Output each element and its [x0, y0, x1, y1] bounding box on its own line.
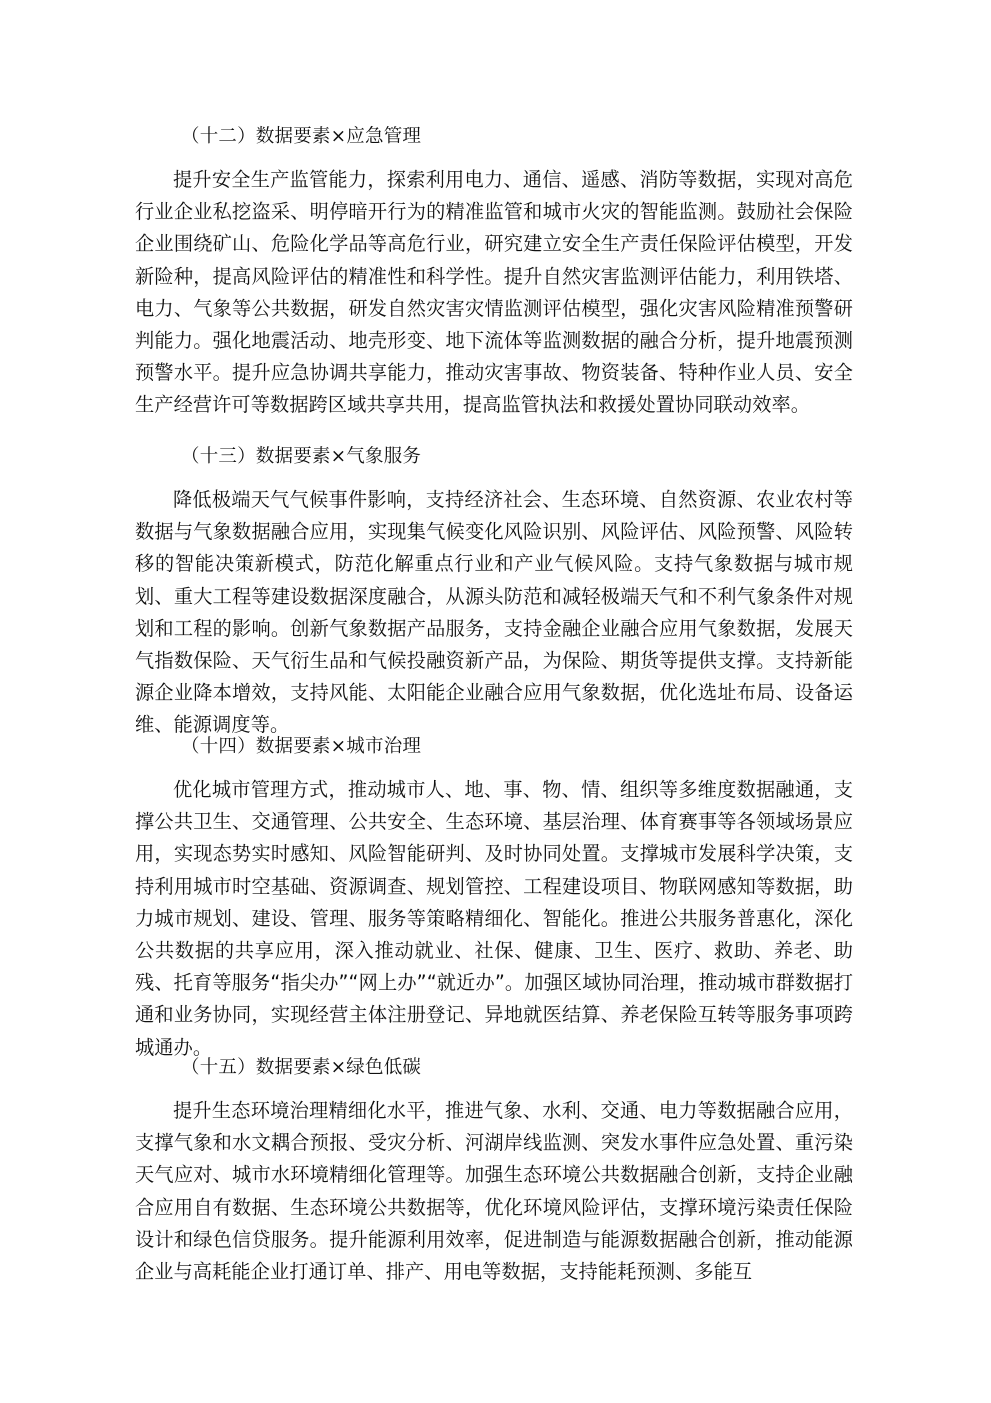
- section-heading-urban-governance: （十四）数据要素×城市治理: [181, 736, 422, 757]
- section-body-green-low-carbon: 提升生态环境治理精细化水平，推进气象、水利、交通、电力等数据融合应用，支撑气象和水文耦合预报、受灾分析、河湖岸线监测、突发水事件应急处置、重污染天气应对、城市水环境精细化管理等。加强生态环境公共数据融合创新，支持企业融合应用自有数据、生态环境公共数据等，优化环境风险评估，支撑环境污染责任保险设计和绿色信贷服务。提升能源利用效率，促进制造与能源数据融合创新，推动能源企业与高耗能企业打通订单、排产、用电等数据，支持能耗预测、多能互: [135, 1099, 853, 1284]
- section-heading-emergency-management: （十二）数据要素×应急管理: [181, 126, 422, 147]
- section-body-emergency-management: 提升安全生产监管能力，探索利用电力、通信、遥感、消防等数据，实现对高危行业企业私挖盗采、明停暗开行为的精准监管和城市火灾的智能监测。鼓励社会保险企业围绕矿山、危险化学品等高危行业，研究建立安全生产责任保险评估模型，开发新险种，提高风险评估的精准性和科学性。提升自然灾害监测评估能力，利用铁塔、电力、气象等公共数据，研发自然灾害灾情监测评估模型，强化灾害风险精准预警研判能力。强化地震活动、地壳形变、地下流体等监测数据的融合分析，提升地震预测预警水平。提升应急协调共享能力，推动灾害事故、物资装备、特种作业人员、安全生产经营许可等数据跨区域共享共用，提高监管执法和救援处置协同联动效率。: [135, 168, 853, 417]
- section-heading-meteorological-services: （十三）数据要素×气象服务: [181, 446, 422, 467]
- section-body-meteorological-services: 降低极端天气气候事件影响，支持经济社会、生态环境、自然资源、农业农村等数据与气象数据融合应用，实现集气候变化风险识别、风险评估、风险预警、风险转移的智能决策新模式，防范化解重点行业和产业气候风险。支持气象数据与城市规划、重大工程等建设数据深度融合，从源头防范和减轻极端天气和不利气象条件对规划和工程的影响。创新气象数据产品服务，支持金融企业融合应用气象数据，发展天气指数保险、天气衍生品和气候投融资新产品，为保险、期货等提供支撑。支持新能源企业降本增效，支持风能、太阳能企业融合应用气象数据，优化选址布局、设备运维、能源调度等。: [135, 488, 853, 737]
- section-body-urban-governance: 优化城市管理方式，推动城市人、地、事、物、情、组织等多维度数据融通，支撑公共卫生、交通管理、公共安全、生态环境、基层治理、体育赛事等各领域场景应用，实现态势实时感知、风险智能研判、及时协同处置。支撑城市发展科学决策，支持利用城市时空基础、资源调查、规划管控、工程建设项目、物联网感知等数据，助力城市规划、建设、管理、服务等策略精细化、智能化。推进公共服务普惠化，深化公共数据的共享应用，深入推动就业、社保、健康、卫生、医疗、救助、养老、助残、托育等服务“指尖办”“网上办”“就近办”。加强区域协同治理，推动城市群数据打通和业务协同，实现经营主体注册登记、异地就医结算、养老保险互转等服务事项跨城通办。: [135, 778, 853, 1059]
- section-heading-green-low-carbon: （十五）数据要素×绿色低碳: [181, 1057, 422, 1078]
